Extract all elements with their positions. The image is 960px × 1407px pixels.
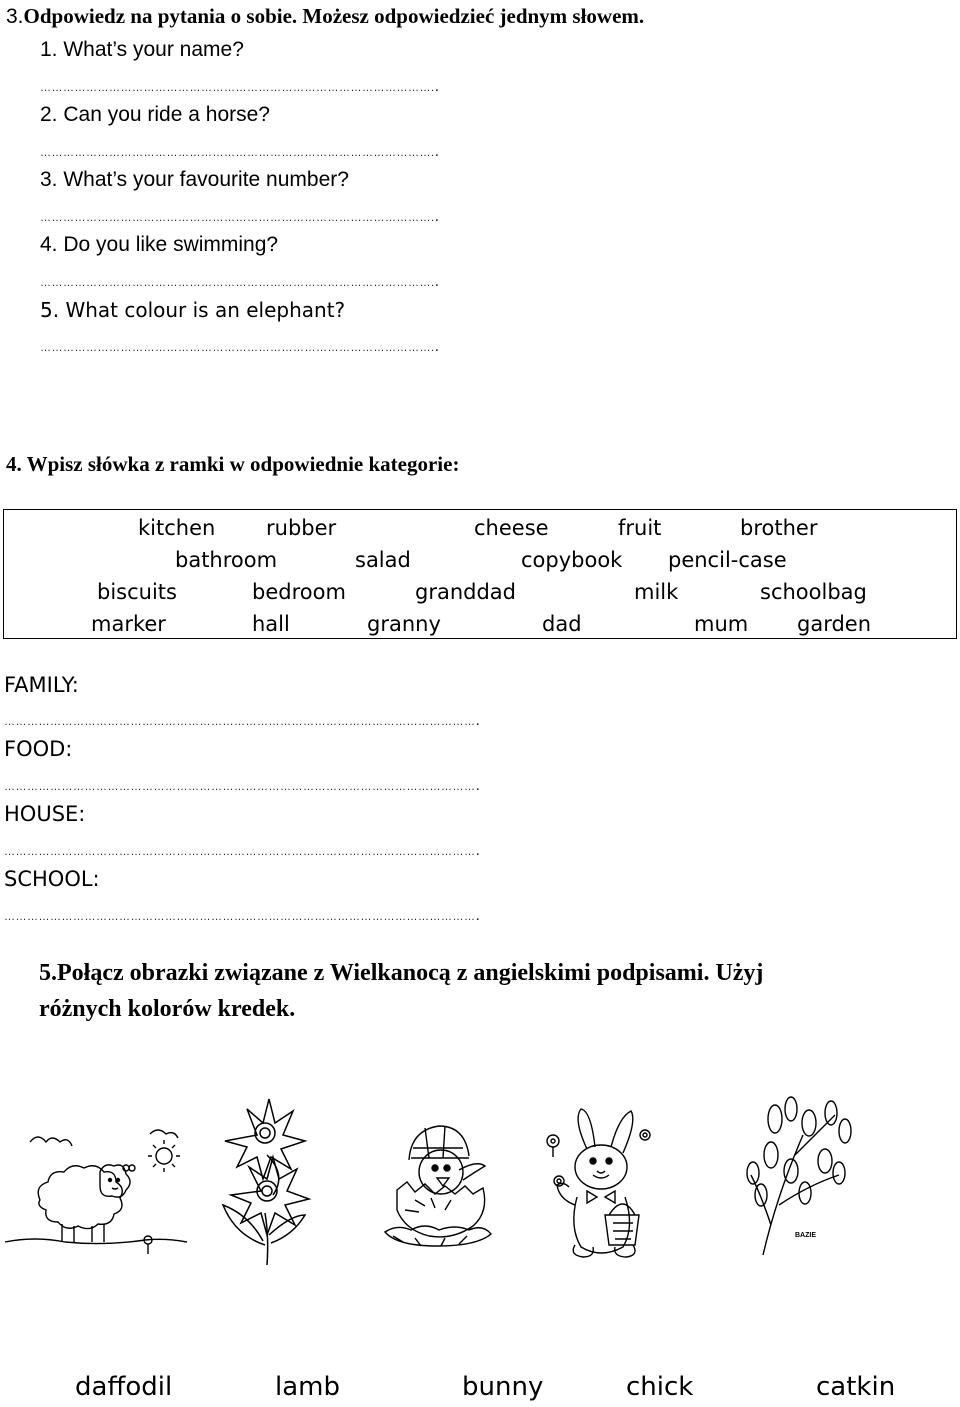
ex3-question-3: 3. What’s your favourite number? — [40, 168, 349, 191]
chick-picture[interactable] — [375, 1120, 495, 1265]
word-granny: granny — [367, 612, 441, 636]
word-milk: milk — [634, 580, 679, 604]
caption-bunny[interactable]: bunny — [462, 1372, 544, 1402]
ex3-title — [6, 4, 644, 29]
ex3-answer-line-5[interactable]: ………………………………………………………………………………………….. — [40, 338, 440, 355]
word-bedroom: bedroom — [252, 580, 346, 604]
catkin-label: BAZIE — [795, 1232, 816, 1239]
word-fruit: fruit — [618, 516, 662, 540]
bunny-picture[interactable] — [535, 1105, 665, 1265]
word-box — [3, 509, 957, 639]
caption-catkin[interactable]: catkin — [816, 1372, 896, 1402]
daffodil-picture[interactable] — [205, 1095, 325, 1270]
word-cheese: cheese — [474, 516, 549, 540]
ex5-title-line-2: różnych kolorów kredek. — [39, 996, 296, 1022]
ex3-answer-line-1[interactable]: ………………………………………………………………………………………….. — [40, 78, 440, 95]
category-family: FAMILY: — [4, 673, 79, 697]
ex3-question-2: 2. Can you ride a horse? — [40, 103, 270, 126]
ex3-answer-line-3[interactable]: ………………………………………………………………………………………….. — [40, 208, 440, 225]
word-dad: dad — [542, 612, 582, 636]
ex4-title: 4. Wpisz słówka z ramki w odpowiednie kategorie: — [6, 452, 460, 476]
word-granddad: granddad — [415, 580, 517, 604]
family-answer-line[interactable]: ……………………………………………………………………………………………………………. — [4, 712, 481, 729]
word-biscuits: biscuits — [97, 580, 177, 604]
word-bathroom: bathroom — [175, 548, 278, 572]
word-garden: garden — [797, 612, 872, 636]
word-copybook: copybook — [521, 548, 623, 572]
caption-lamb[interactable]: lamb — [275, 1372, 340, 1402]
word-salad: salad — [355, 548, 411, 572]
ex3-answer-line-2[interactable]: ………………………………………………………………………………………….. — [40, 143, 440, 160]
ex5-title-line-1: 5.Połącz obrazki związane z Wielkanocą z angielskimi podpisami. Użyj — [39, 960, 764, 986]
category-house: HOUSE: — [4, 802, 86, 826]
word-brother: brother — [740, 516, 818, 540]
ex3-question-5: 5. What colour is an elephant? — [40, 298, 346, 322]
word-mum: mum — [694, 612, 749, 636]
word-marker: marker — [91, 612, 166, 636]
category-school: SCHOOL: — [4, 867, 100, 891]
word-kitchen: kitchen — [138, 516, 216, 540]
house-answer-line[interactable]: ……………………………………………………………………………………………………………. — [4, 842, 481, 859]
category-food: FOOD: — [4, 737, 73, 761]
food-answer-line[interactable]: ……………………………………………………………………………………………………………. — [4, 777, 481, 794]
school-answer-line[interactable]: ……………………………………………………………………………………………………………. — [4, 907, 481, 924]
lamb-picture[interactable] — [0, 1120, 190, 1260]
ex3-question-4: 4. Do you like swimming? — [40, 233, 279, 256]
word-schoolbag: schoolbag — [760, 580, 867, 604]
ex3-answer-line-4[interactable]: ………………………………………………………………………………………….. — [40, 273, 440, 290]
word-hall: hall — [252, 612, 290, 636]
word-rubber: rubber — [266, 516, 337, 540]
word-pencil-case: pencil-case — [668, 548, 787, 572]
caption-chick[interactable]: chick — [626, 1372, 694, 1402]
caption-daffodil[interactable]: daffodil — [75, 1372, 173, 1402]
ex3-title-text: Odpowiedz na pytania o sobie. Możesz odpowiedzieć jednym słowem. — [23, 4, 645, 28]
ex3-question-1: 1. What’s your name? — [40, 38, 244, 61]
ex3-number: 3. — [6, 5, 24, 28]
